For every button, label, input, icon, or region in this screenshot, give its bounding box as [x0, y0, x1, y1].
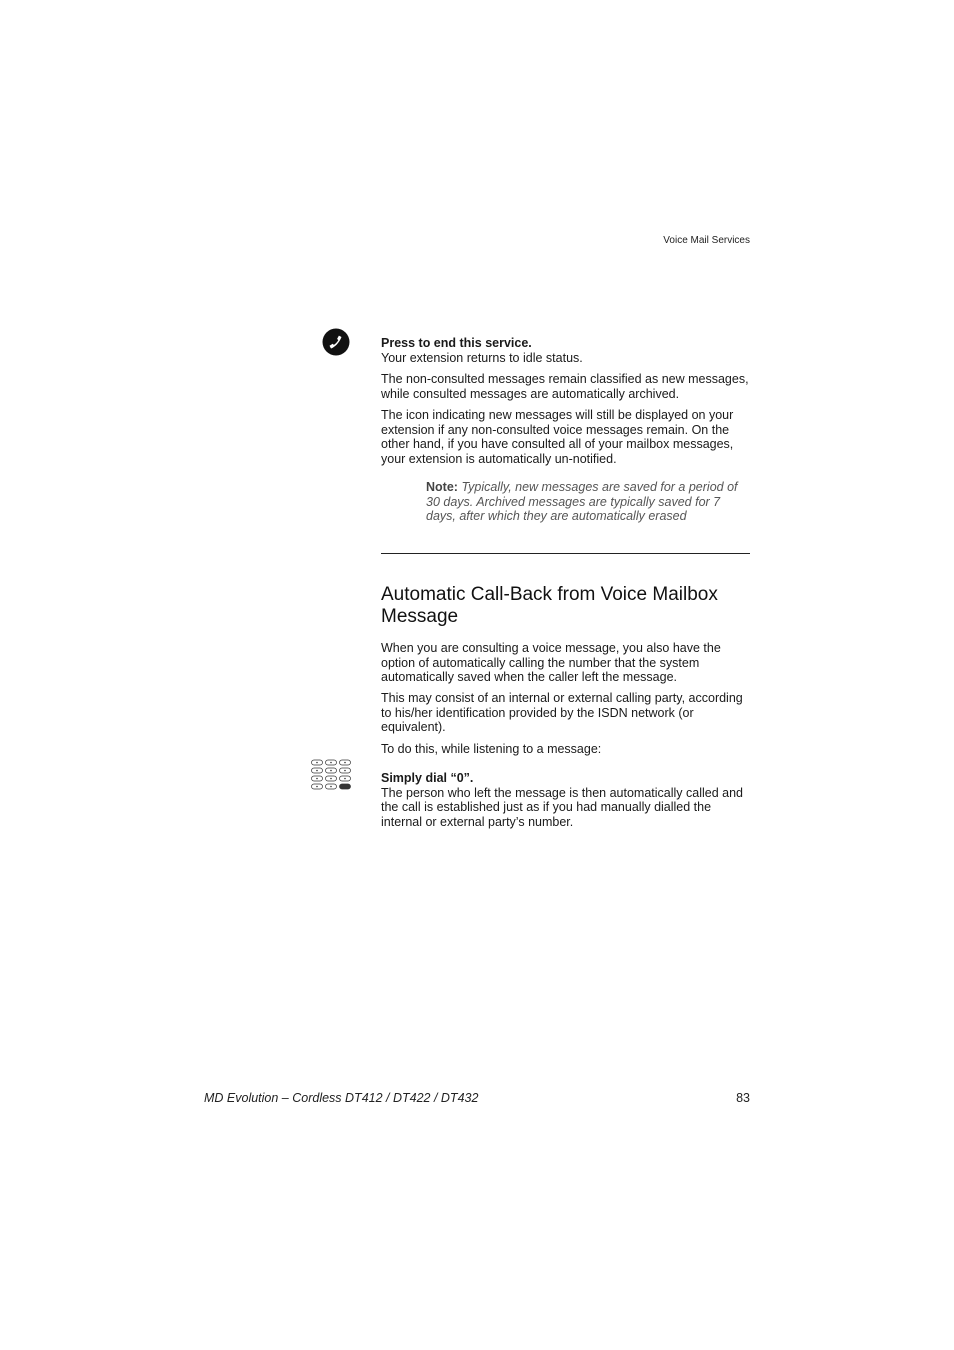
paragraph-icon-indicating: The icon indicating new messages will still be displayed on your extension if any non-consulted voice messages remain. On the other hand, if you have consulted all of your mailbox messages, your extension is automatically un-notified. [381, 408, 734, 466]
page-number: 83 [736, 1091, 750, 1105]
dial-step [381, 771, 749, 829]
running-header: Voice Mail Services [663, 235, 750, 246]
note-label: Note: [426, 480, 458, 494]
paragraph-non-consulted: The non-consulted messages remain classified as new messages, while consulted messages are automatically archived. [381, 372, 749, 401]
end-service-line: Your extension returns to idle status. [381, 350, 583, 365]
note-text: Typically, new messages are saved for a period of 30 days. Archived messages are typically saved for 7 days, after which they are automatically erased [426, 480, 738, 524]
section-divider [381, 553, 750, 554]
paragraph-calling-party: This may consist of an internal or external calling party, according to his/her identification provided by the ISDN network (or equivalent). [381, 691, 743, 735]
dial-step-text: The person who left the message is then automatically called and the call is established just as if you had manually dialled the internal or external party’s number. [381, 785, 744, 829]
end-service-block [381, 336, 749, 365]
paragraph-to-do-this: To do this, while listening to a message: [381, 742, 602, 756]
section-heading: Automatic Call-Back from Voice Mailbox Message [381, 584, 718, 627]
paragraph-consulting: When you are consulting a voice message, you also have the option of automatically calling the number that the system automatically saved when the caller left the message. [381, 641, 721, 685]
dial-step-title: Simply dial “0”. [381, 771, 474, 785]
end-call-icon [322, 328, 350, 356]
note-box [426, 480, 750, 524]
footer-title: MD Evolution – Cordless DT412 / DT422 / DT432 [204, 1091, 479, 1105]
end-service-title: Press to end this service. [381, 336, 532, 350]
keypad-icon [310, 759, 352, 793]
